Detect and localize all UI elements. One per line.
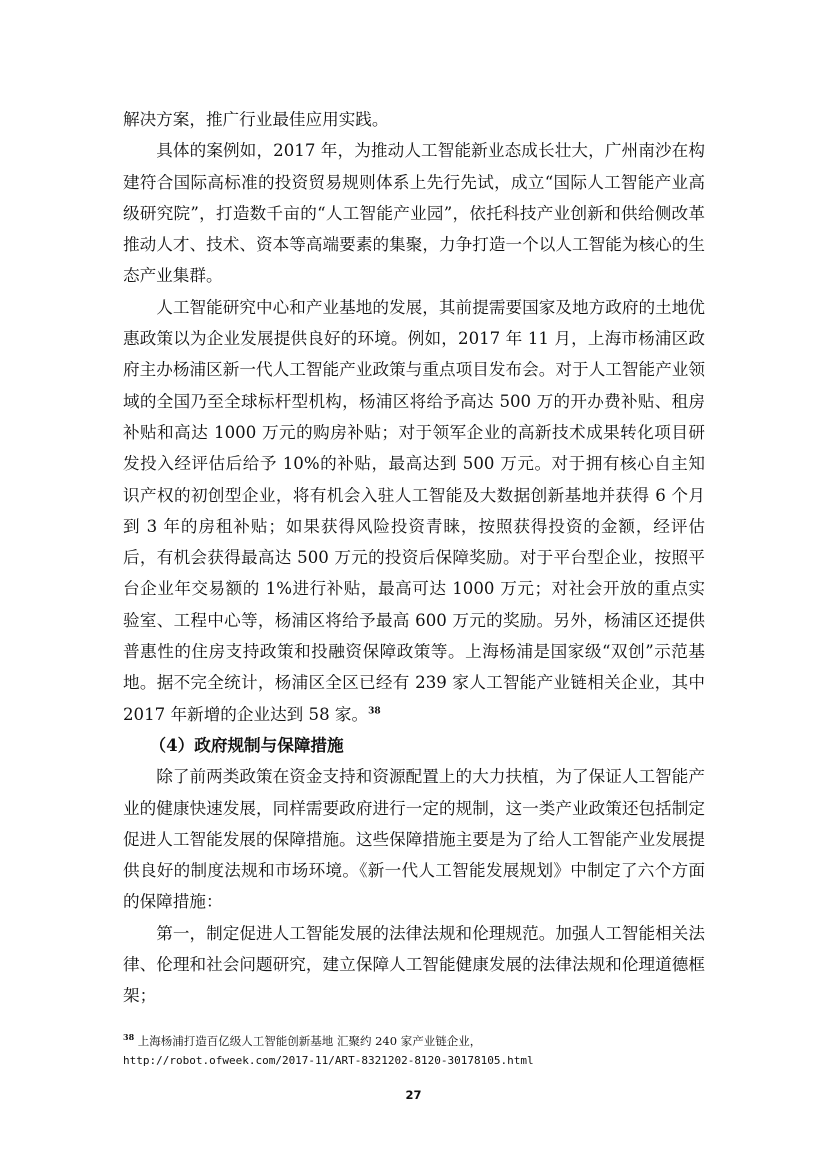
footnote-url[interactable]: http://robot.ofweek.com/2017-11/ART-8321202-8120-30178105.html xyxy=(123,1054,534,1067)
body-text xyxy=(123,104,705,1012)
page-number: 27 xyxy=(405,1088,422,1102)
footnote-text: 上海杨浦打造百亿级人工智能创新基地 汇聚约 240 家产业链企业， xyxy=(137,1034,482,1048)
footnote-marker: 38 xyxy=(123,1032,135,1043)
paragraph-continued: 解决方案，推广行业最佳应用实践。 xyxy=(123,110,389,129)
footnote xyxy=(123,1032,723,1070)
paragraph-yangpu-text: 人工智能研究中心和产业基地的发展，其前提需要国家及地方政府的土地优惠政策以为企业发展提供良好的环境。例如，2017 年 11 月，上海市杨浦区政府主办杨浦区新一代人工智能产业政策与重点项目发布会。对于人工智能产业领域的全国乃至全球标杆型机构，杨浦区将给予高达 500 万的开办费补贴、租房补贴和高达 1000 万元的购房补贴；对于领军企业的高新技术成果转化项目研发投入经评估后给予 10%的补贴，最高达到 500 万元。对于拥有核心自主知识产权的初创型企业，将有机会入驻人工智能及大数据创新基地并获得 6 个月到 3 年的房租补贴；如果获得风险投资青睐，按照获得投资的金额，经评估后，有机会获得最高达 500 万元的投资后保障奖励。对于平台型企业，按照平台企业年交易额的 1%进行补贴，最高可达 1000 万元；对社会开放的重点实验室、工程中心等，杨浦区将给予最高 600 万元的奖励。另外，杨浦区还提供普惠性的住房支持政策和投融资保障政策等。上海杨浦是国家级“双创”示范基地。据不完全统计，杨浦区全区已经有 239 家人工智能产业链相关企业，其中 2017 年新增的企业达到 58 家。 xyxy=(123,297,705,724)
paragraph-regulation: 除了前两类政策在资金支持和资源配置上的大力扶植，为了保证人工智能产业的健康快速发展，同样需要政府进行一定的规制，这一类产业政策还包括制定促进人工智能发展的保障措施。这些保障措施主要是为了给人工智能产业发展提供良好的制度法规和市场环境。《新一代人工智能发展规划》中制定了六个方面的保障措施： xyxy=(123,767,705,912)
paragraph-yangpu-policy xyxy=(123,292,705,730)
footnote-line xyxy=(123,1032,723,1051)
section-heading: （4）政府规制与保障措施 xyxy=(149,734,344,755)
paragraph-nansha-case: 具体的案例如，2017 年，为推动人工智能新业态成长壮大，广州南沙在构建符合国际高标准的投资贸易规则体系上先行先试，成立“国际人工智能产业高级研究院”，打造数千亩的“人工智能产业园”，依托科技产业创新和供给侧改革推动人才、技术、资本等高端要素的集聚，力争打造一个以人工智能为核心的生态产业集群。 xyxy=(123,141,705,286)
paragraph-first-measure: 第一，制定促进人工智能发展的法律法规和伦理规范。加强人工智能相关法律、伦理和社会问题研究，建立保障人工智能健康发展的法律法规和伦理道德框架； xyxy=(123,923,705,1006)
footnote-reference[interactable]: 38 xyxy=(368,706,381,717)
